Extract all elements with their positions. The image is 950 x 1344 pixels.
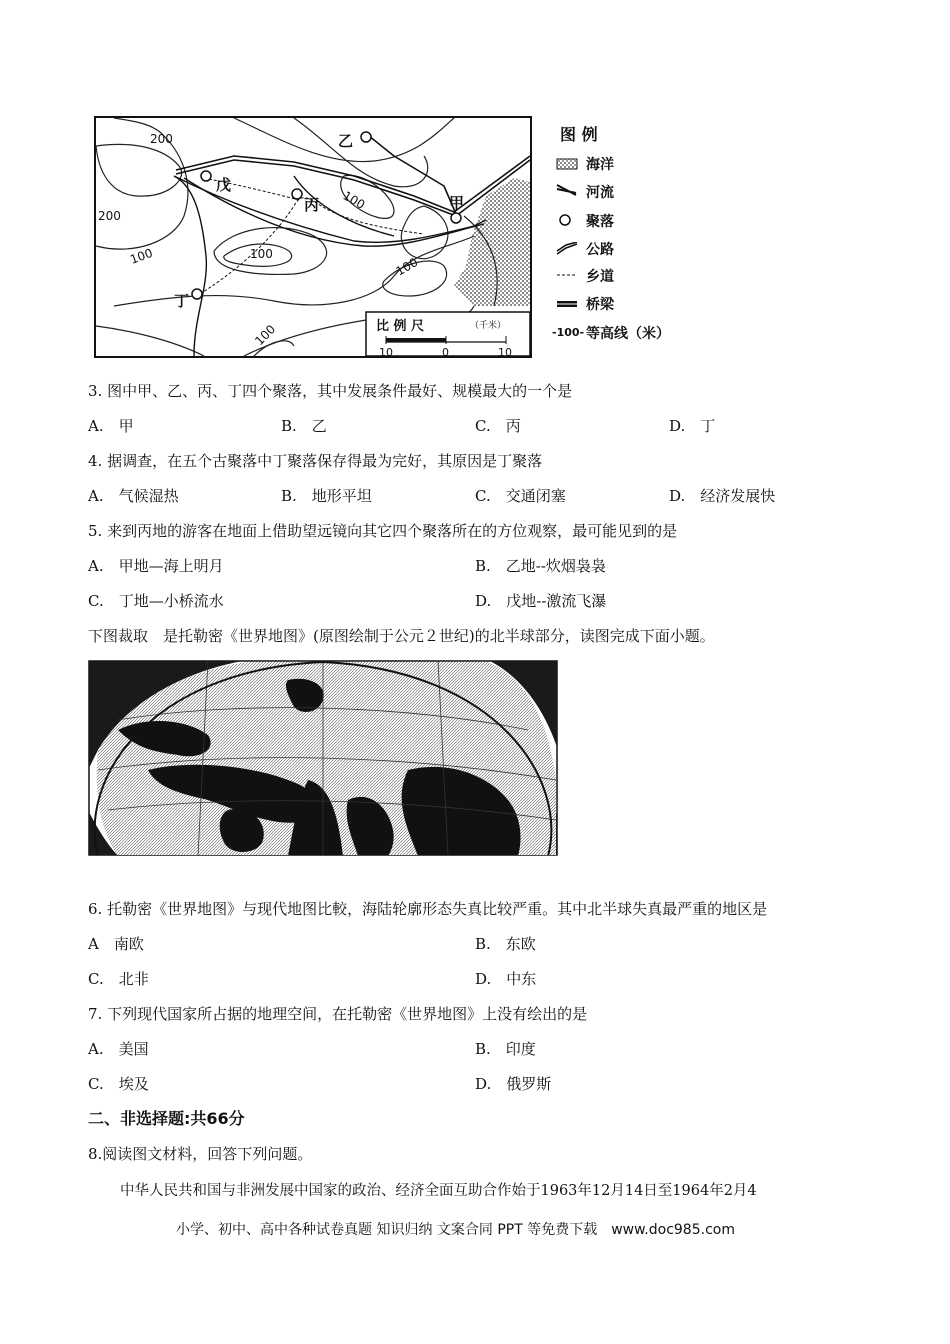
question-7: 7. 下列现代国家所占据的地理空间，在托勒密《世界地图》上没有绘出的是 [88, 1005, 588, 1023]
contour-symbol-icon: -100- [552, 326, 585, 339]
bridge-symbol-icon [556, 300, 578, 308]
highway-symbol-icon [556, 242, 578, 256]
page-footer: 小学、初中、高中各种试卷真题 知识归纳 文案合同 PPT 等免费下载 www.doc985.com [176, 1222, 735, 1238]
q3-option-a[interactable]: A. 甲 [88, 417, 134, 435]
settlement-label-bing: 丙 [304, 196, 320, 214]
contour-label: 100 [340, 188, 368, 213]
river-symbol-icon [556, 183, 578, 197]
q6-option-a[interactable]: A 南欧 [88, 935, 144, 953]
q5-option-d[interactable]: D. 戊地--激流飞瀑 [475, 592, 607, 610]
legend-label-country-road: 乡道 [586, 269, 614, 285]
legend-label-settlement: 聚落 [586, 214, 614, 230]
question-5: 5. 来到丙地的游客在地面上借助望远镜向其它四个聚落所在的方位观察，最可能见到的是 [88, 522, 678, 540]
q6-option-b[interactable]: B. 东欧 [475, 935, 536, 953]
settlement-bing [292, 189, 302, 199]
legend-label-contour: 等高线（米） [586, 326, 670, 342]
q6-option-d[interactable]: D. 中东 [475, 970, 537, 988]
contour-label: 200 [150, 132, 173, 146]
contour-map [94, 116, 532, 358]
q5-option-a[interactable]: A. 甲地—海上明月 [88, 557, 224, 575]
section-2-title: 二、非选择题:共66分 [88, 1109, 245, 1128]
q4-option-b[interactable]: B. 地形平坦 [281, 487, 372, 505]
legend-label-highway: 公路 [586, 242, 614, 258]
map2-intro: 下图裁取 是托勒密《世界地图》(原图绘制于公元２世纪)的北半球部分，读图完成下面小题。 [88, 627, 715, 645]
q5-option-c[interactable]: C. 丁地—小桥流水 [88, 592, 224, 610]
legend-label-ocean: 海洋 [586, 157, 614, 173]
q4-option-c[interactable]: C. 交通闭塞 [475, 487, 566, 505]
svg-text:10: 10 [498, 346, 512, 358]
contour-label: 100 [393, 255, 421, 279]
contour-label: 100 [252, 322, 279, 349]
ocean-swatch-icon [556, 158, 578, 170]
question-4: 4. 据调查，在五个古聚落中丁聚落保存得最为完好，其原因是丁聚落 [88, 452, 543, 470]
settlement-ding [192, 289, 202, 299]
settlement-yi [361, 132, 371, 142]
question-8-material: 中华人民共和国与非洲发展中国家的政治、经济全面互助合作始于1963年12月14日至1964年2月4 [120, 1183, 757, 1199]
ptolemy-map [88, 660, 558, 856]
q3-option-c[interactable]: C. 丙 [475, 417, 521, 435]
contour-label: 100 [128, 245, 155, 267]
map-legend [552, 120, 692, 350]
settlement-wu [201, 171, 211, 181]
q7-option-a[interactable]: A. 美国 [88, 1040, 149, 1058]
settlement-circle-icon [558, 213, 572, 227]
q7-option-c[interactable]: C. 埃及 [88, 1075, 149, 1093]
contour-map-figure [94, 116, 532, 358]
legend-label-bridge: 桥梁 [586, 297, 614, 313]
scale-bar [366, 312, 530, 358]
settlement-label-wu: 戊 [216, 176, 232, 194]
q4-option-d[interactable]: D. 经济发展快 [669, 487, 776, 505]
settlement-label-yi: 乙 [338, 132, 354, 150]
q5-option-b[interactable]: B. 乙地--炊烟袅袅 [475, 557, 606, 575]
question-8-title: 8.阅读图文材料，回答下列问题。 [88, 1145, 313, 1163]
settlement-jia [451, 213, 461, 223]
q3-option-d[interactable]: D. 丁 [669, 417, 716, 435]
question-3: 3. 图中甲、乙、丙、丁四个聚落，其中发展条件最好、规模最大的一个是 [88, 382, 573, 400]
legend-title: 图 例 [560, 125, 598, 144]
svg-text:10: 10 [379, 346, 393, 358]
question-6: 6. 托勒密《世界地图》与现代地图比較，海陆轮廓形态失真比较严重。其中北半球失真最严重的地区是 [88, 900, 768, 918]
svg-text:比 例 尺: 比 例 尺 [376, 319, 425, 334]
settlement-label-jia: 甲 [449, 194, 465, 212]
settlement-label-ding: 丁 [174, 292, 190, 310]
q3-option-b[interactable]: B. 乙 [281, 417, 327, 435]
contour-label: 100 [250, 247, 273, 261]
ptolemy-map-figure [88, 660, 558, 856]
legend-label-river: 河流 [586, 185, 614, 201]
svg-text:0: 0 [442, 346, 449, 358]
q7-option-d[interactable]: D. 俄罗斯 [475, 1075, 552, 1093]
svg-text:（千米）: （千米） [470, 321, 507, 331]
country-road-symbol-icon [556, 272, 578, 278]
q4-option-a[interactable]: A. 气候湿热 [88, 487, 179, 505]
q6-option-c[interactable]: C. 北非 [88, 970, 149, 988]
q7-option-b[interactable]: B. 印度 [475, 1040, 536, 1058]
contour-label: 200 [98, 209, 121, 223]
